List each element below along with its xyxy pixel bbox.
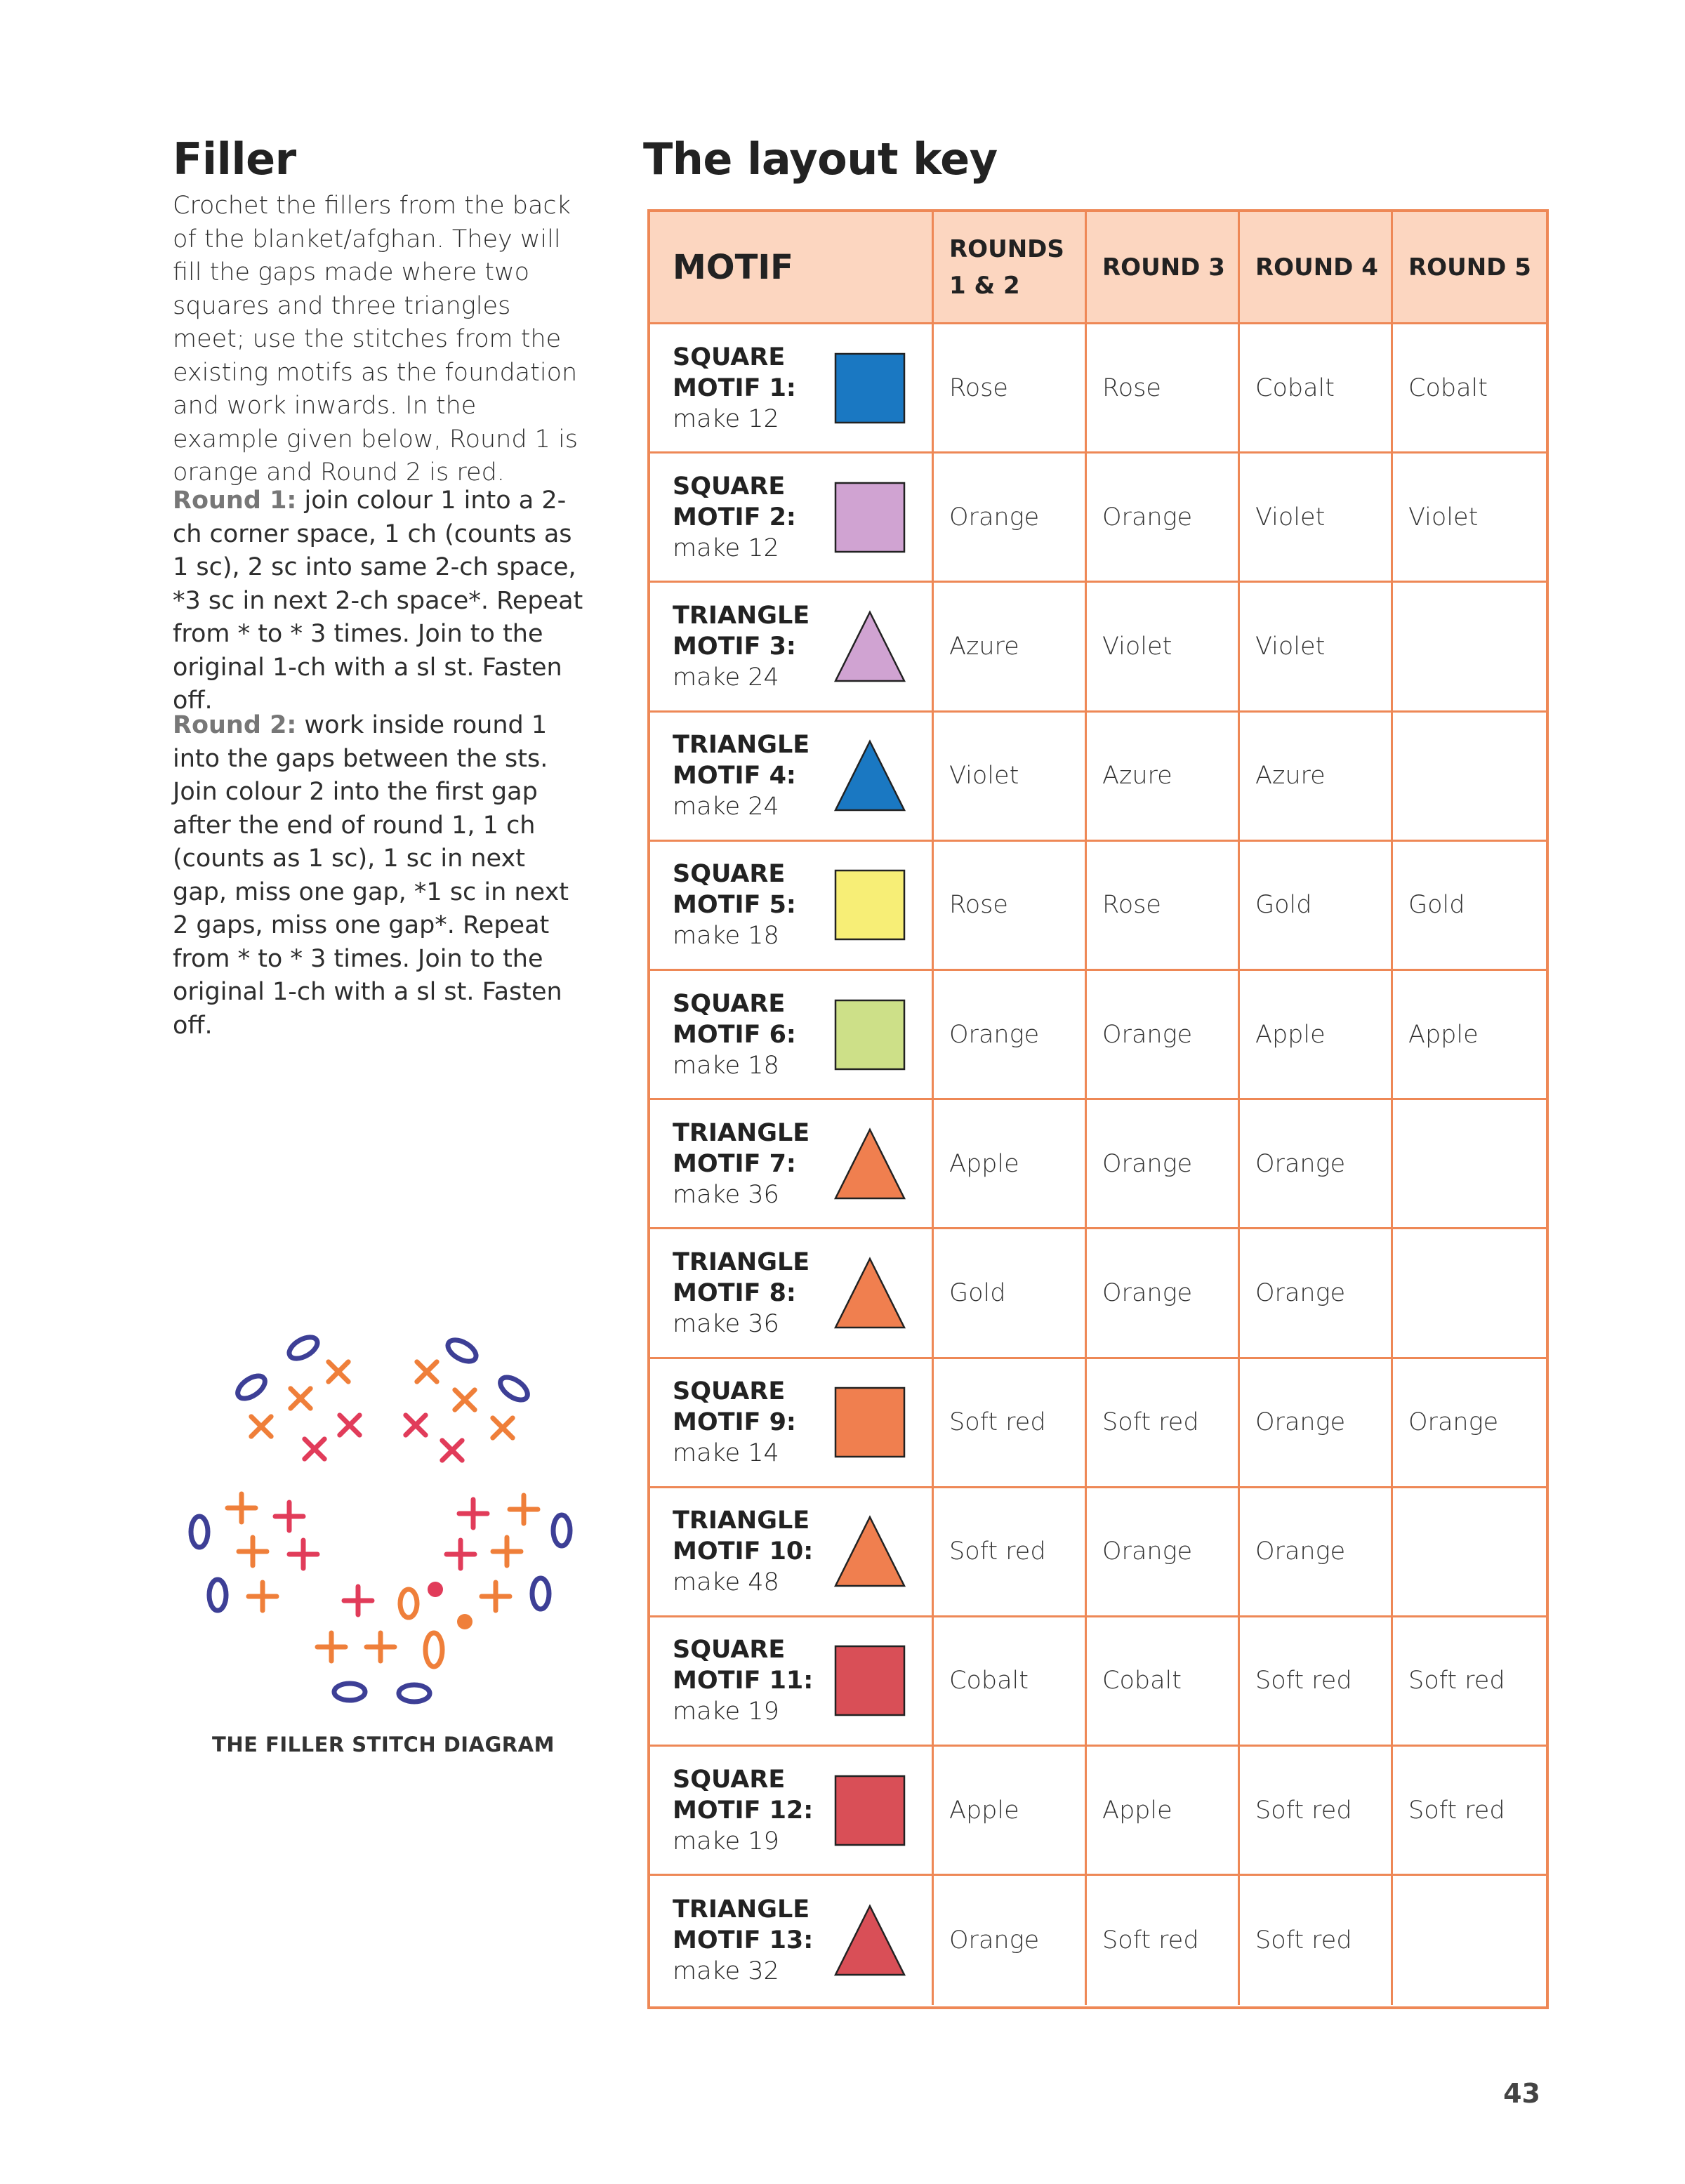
single-crochet-mark — [482, 1582, 510, 1610]
chain-stitch-mark — [532, 1578, 549, 1609]
colour-cell-r4: Gold — [1240, 842, 1393, 971]
single-crochet-mark — [319, 1352, 359, 1392]
motif-count: make 18 — [673, 1051, 779, 1080]
motif-label — [673, 1118, 827, 1210]
square-shape — [835, 871, 904, 939]
motif-name: TRIANGLE MOTIF 10: — [673, 1507, 814, 1566]
colour-cell-r12: Orange — [934, 1876, 1087, 2005]
single-crochet-mark — [249, 1582, 277, 1610]
motif-cell — [650, 1617, 934, 1747]
motif-cell — [650, 971, 934, 1100]
single-crochet-mark — [493, 1537, 521, 1566]
chain-stitch-mark — [553, 1515, 570, 1546]
header-motif: MOTIF — [650, 212, 934, 324]
square-shape — [835, 1000, 904, 1069]
single-crochet-mark — [445, 1380, 485, 1420]
single-crochet-mark — [510, 1495, 538, 1523]
colour-cell-r3: Orange — [1087, 1229, 1240, 1358]
triangle-shape — [835, 1906, 904, 1975]
square-swatch-icon — [833, 868, 906, 941]
colour-cell-r12: Violet — [934, 713, 1087, 842]
motif-label — [673, 988, 827, 1081]
motif-cell — [650, 713, 934, 842]
chain-stitch-mark — [209, 1580, 226, 1610]
colour-cell-r3: Soft red — [1087, 1876, 1240, 2005]
motif-name: SQUARE MOTIF 9: — [673, 1377, 796, 1437]
colour-cell-r5 — [1393, 1100, 1546, 1229]
motif-label — [673, 1505, 827, 1598]
single-crochet-mark — [447, 1540, 475, 1568]
single-crochet-mark — [366, 1633, 395, 1661]
motif-count: make 19 — [673, 1697, 779, 1726]
chain-stitch-mark — [334, 1683, 365, 1700]
single-crochet-mark — [239, 1537, 267, 1566]
colour-cell-r12: Azure — [934, 583, 1087, 712]
motif-count: make 12 — [673, 404, 779, 433]
single-crochet-mark — [295, 1429, 335, 1469]
colour-cell-r3: Apple — [1087, 1747, 1240, 1876]
colour-cell-r3: Orange — [1087, 454, 1240, 583]
chain-stitch-mark — [399, 1685, 430, 1702]
single-crochet-mark — [483, 1408, 523, 1448]
motif-name: TRIANGLE MOTIF 7: — [673, 1118, 810, 1178]
single-crochet-mark — [289, 1540, 317, 1568]
colour-cell-r4: Apple — [1240, 971, 1393, 1100]
triangle-shape — [835, 1259, 904, 1328]
colour-cell-r4: Soft red — [1240, 1617, 1393, 1747]
colour-cell-r5: Soft red — [1393, 1747, 1546, 1876]
square-shape — [835, 1646, 904, 1715]
colour-cell-r5: Orange — [1393, 1359, 1546, 1488]
motif-name: SQUARE MOTIF 11: — [673, 1636, 814, 1695]
single-crochet-mark — [396, 1405, 436, 1445]
colour-cell-r3: Orange — [1087, 971, 1240, 1100]
colour-cell-r12: Apple — [934, 1747, 1087, 1876]
header-round-4: ROUND 4 — [1240, 212, 1393, 324]
triangle-swatch-icon — [833, 1127, 906, 1200]
colour-cell-r4: Violet — [1240, 454, 1393, 583]
motif-cell — [650, 1876, 934, 2005]
single-crochet-mark — [407, 1352, 447, 1392]
colour-cell-r4: Orange — [1240, 1229, 1393, 1358]
motif-count: make 24 — [673, 663, 779, 691]
colour-cell-r5: Apple — [1393, 971, 1546, 1100]
colour-cell-r12: Orange — [934, 971, 1087, 1100]
motif-count: make 19 — [673, 1827, 779, 1855]
colour-cell-r3: Orange — [1087, 1488, 1240, 1617]
colour-cell-r3: Rose — [1087, 842, 1240, 971]
colour-cell-r12: Soft red — [934, 1488, 1087, 1617]
single-crochet-mark — [459, 1500, 487, 1528]
filler-stitch-diagram — [183, 1320, 576, 1713]
chain-stitch-mark — [496, 1373, 531, 1405]
motif-name: TRIANGLE MOTIF 13: — [673, 1895, 814, 1955]
layout-key-table — [647, 209, 1549, 2009]
colour-cell-r3: Cobalt — [1087, 1617, 1240, 1747]
motif-count: make 36 — [673, 1180, 779, 1209]
motif-label — [673, 1764, 827, 1857]
round-2-instructions — [173, 709, 587, 1043]
motif-name: TRIANGLE MOTIF 8: — [673, 1247, 810, 1307]
colour-cell-r5: Cobalt — [1393, 324, 1546, 454]
round-2-label: Round 2: — [173, 711, 297, 739]
motif-cell — [650, 583, 934, 712]
single-crochet-mark — [432, 1431, 473, 1471]
motif-cell — [650, 324, 934, 454]
motif-cell — [650, 842, 934, 971]
colour-cell-r4: Cobalt — [1240, 324, 1393, 454]
single-crochet-mark — [242, 1407, 282, 1447]
motif-cell — [650, 1747, 934, 1876]
chain-stitch-mark — [191, 1516, 208, 1547]
single-crochet-mark — [317, 1633, 345, 1661]
chain-stitch-mark — [286, 1333, 321, 1363]
square-swatch-icon — [833, 1774, 906, 1847]
single-crochet-mark — [281, 1379, 321, 1419]
colour-cell-r12: Gold — [934, 1229, 1087, 1358]
single-crochet-mark — [344, 1587, 372, 1615]
round-1-instructions — [173, 484, 587, 718]
colour-cell-r5: Soft red — [1393, 1617, 1546, 1747]
motif-label — [673, 471, 827, 564]
motif-label — [673, 1634, 827, 1727]
colour-cell-r12: Rose — [934, 324, 1087, 454]
motif-cell — [650, 1488, 934, 1617]
motif-count: make 32 — [673, 1957, 779, 1986]
colour-cell-r5: Gold — [1393, 842, 1546, 971]
filler-title: Filler — [173, 133, 296, 185]
layout-key-title: The layout key — [643, 133, 998, 185]
motif-cell — [650, 1359, 934, 1488]
square-shape — [835, 1388, 904, 1457]
motif-count: make 12 — [673, 534, 779, 562]
colour-cell-r4: Violet — [1240, 583, 1393, 712]
colour-cell-r4: Orange — [1240, 1100, 1393, 1229]
header-rounds-1-2: ROUNDS 1 & 2 — [934, 212, 1087, 324]
motif-name: SQUARE MOTIF 6: — [673, 989, 796, 1049]
triangle-swatch-icon — [833, 1904, 906, 1977]
single-crochet-mark — [275, 1502, 303, 1530]
triangle-shape — [835, 612, 904, 681]
filler-intro: Crochet the fillers from the back of the blanket/afghan. They will fill the gaps made where two squares and three triangles meet; use the stitches from the existing motifs as the foundation and work inwards. In the example given below, Round 1 is orange and Round 2 is red. — [173, 192, 579, 487]
colour-cell-r4: Soft red — [1240, 1876, 1393, 2005]
square-shape — [835, 483, 904, 552]
colour-cell-r3: Violet — [1087, 583, 1240, 712]
motif-count: make 14 — [673, 1439, 779, 1468]
header-round-3: ROUND 3 — [1087, 212, 1240, 324]
motif-label — [673, 1247, 827, 1339]
colour-cell-r5: Violet — [1393, 454, 1546, 583]
triangle-shape — [835, 1130, 904, 1198]
motif-name: SQUARE MOTIF 12: — [673, 1765, 814, 1825]
triangle-swatch-icon — [833, 739, 906, 812]
motif-name: SQUARE MOTIF 1: — [673, 343, 796, 402]
chain-stitch-mark — [425, 1633, 442, 1667]
colour-cell-r4: Orange — [1240, 1488, 1393, 1617]
motif-count: make 18 — [673, 922, 779, 951]
motif-cell — [650, 1100, 934, 1229]
round-1-label: Round 1: — [173, 487, 297, 515]
single-crochet-mark — [227, 1494, 256, 1522]
motif-count: make 48 — [673, 1568, 779, 1597]
colour-cell-r5 — [1393, 713, 1546, 842]
colour-cell-r3: Orange — [1087, 1100, 1240, 1229]
motif-cell — [650, 454, 934, 583]
motif-label — [673, 729, 827, 822]
motif-label — [673, 600, 827, 693]
chain-stitch-mark — [444, 1336, 480, 1366]
colour-cell-r12: Orange — [934, 454, 1087, 583]
colour-cell-r3: Azure — [1087, 713, 1240, 842]
square-swatch-icon — [833, 352, 906, 425]
colour-cell-r5 — [1393, 1229, 1546, 1358]
motif-name: TRIANGLE MOTIF 3: — [673, 601, 810, 661]
square-shape — [835, 1776, 904, 1845]
motif-label — [673, 1376, 827, 1469]
square-shape — [835, 354, 904, 423]
motif-count: make 24 — [673, 793, 779, 821]
colour-cell-r4: Soft red — [1240, 1747, 1393, 1876]
triangle-swatch-icon — [833, 1257, 906, 1330]
colour-cell-r12: Rose — [934, 842, 1087, 971]
square-swatch-icon — [833, 1644, 906, 1717]
motif-label — [673, 1894, 827, 1987]
round-2-text: work inside round 1 into the gaps between the sts. Join colour 2 into the first gap after the end of round 1, 1 ch (counts as 1 sc), 1 sc in next gap, miss one gap, *1 sc in next 2 gaps, miss one gap*. Repeat from * to * 3 times. Join to the original 1-ch with a sl st. Fasten off. — [173, 711, 569, 1040]
colour-cell-r5 — [1393, 583, 1546, 712]
colour-cell-r3: Soft red — [1087, 1359, 1240, 1488]
triangle-shape — [835, 1517, 904, 1586]
square-swatch-icon — [833, 1386, 906, 1459]
colour-cell-r4: Orange — [1240, 1359, 1393, 1488]
motif-name: SQUARE MOTIF 5: — [673, 860, 796, 920]
slip-stitch-mark — [428, 1582, 443, 1597]
page-number: 43 — [1503, 2078, 1540, 2109]
diagram-caption: THE FILLER STITCH DIAGRAM — [212, 1733, 555, 1756]
colour-cell-r5 — [1393, 1876, 1546, 2005]
colour-cell-r12: Soft red — [934, 1359, 1087, 1488]
header-round-5: ROUND 5 — [1393, 212, 1546, 324]
colour-cell-r4: Azure — [1240, 713, 1393, 842]
chain-stitch-mark — [400, 1589, 417, 1617]
chain-stitch-mark — [234, 1372, 269, 1403]
round-1-text: join colour 1 into a 2-ch corner space, 1 ch (counts as 1 sc), 2 sc into same 2-ch space, *3 sc in next 2-ch space*. Repeat from * to * 3 times. Join to the original 1-ch with a sl st. Fasten off. — [173, 487, 583, 715]
colour-cell-r12: Cobalt — [934, 1617, 1087, 1747]
triangle-shape — [835, 741, 904, 810]
motif-count: make 36 — [673, 1309, 779, 1338]
motif-label — [673, 859, 827, 951]
colour-cell-r3: Rose — [1087, 324, 1240, 454]
motif-name: SQUARE MOTIF 2: — [673, 472, 796, 531]
motif-cell — [650, 1229, 934, 1358]
slip-stitch-mark — [457, 1614, 473, 1629]
triangle-swatch-icon — [833, 610, 906, 683]
square-swatch-icon — [833, 998, 906, 1071]
motif-label — [673, 342, 827, 435]
colour-cell-r12: Apple — [934, 1100, 1087, 1229]
triangle-swatch-icon — [833, 1515, 906, 1588]
single-crochet-mark — [330, 1405, 370, 1445]
square-swatch-icon — [833, 481, 906, 554]
motif-name: TRIANGLE MOTIF 4: — [673, 731, 810, 790]
colour-cell-r5 — [1393, 1488, 1546, 1617]
